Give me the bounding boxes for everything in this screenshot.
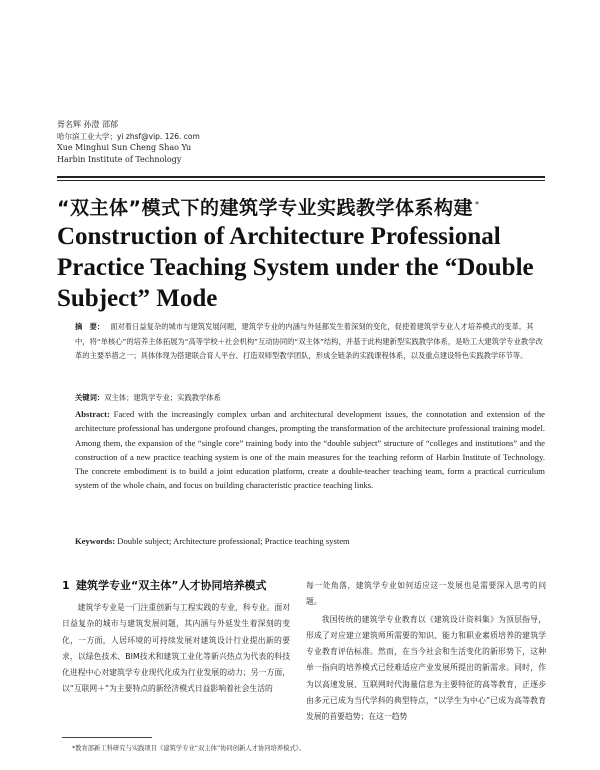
keywords-chinese-label: 关键词： [75,393,105,402]
title-chinese [57,193,577,220]
body-column-right [306,578,546,726]
author-institution-en: Harbin Institute of Technology [57,154,182,164]
author-names-en: Xue Minghui Sun Cheng Shao Yu [57,143,192,152]
abstract-chinese [75,320,545,364]
keywords-english-label: Keywords: [75,536,116,546]
abstract-chinese-text: 面对着日益复杂的城市与建筑发展问题，建筑学专业的内涵与外延都发生着深刻的变化，促使着建筑学专业人才培养模式的变革。其中，将“单核心”的培养主体拓展为“高等学校＋社会机构”互动协同的“双主体”结构，并基于此构建新型实践教学体系，是哈工大建筑学专业教学改革的主要举措之一；具体体现为搭建联合育人平台、打造双师型教学团队，形成全链条的实践课程体系，以及重点建设特色实践教学环节等。 [75,322,543,360]
keywords-chinese-text: 双主体；建筑学专业；实践教学体系 [104,393,221,402]
section-1-paragraph: 建筑学专业是一门注重创新与工程实践的专业，科专业。面对日益复杂的城市与建筑发展问题，其内涵与外延发生着深刻的变化，一方面，人居环境的可持续发展对建筑设计行业提出新的要求，以绿色技术、BIM技术和建筑工业化等新兴热点为代表的科技化进程中心对建筑学专业现代化成为行业发展的动力；另一方面，以“互联网＋”为主要特点的新经济模式日益影响着社会生活的 [62,603,290,694]
section-1-title: 建筑学专业“双主体”人才协同培养模式 [76,579,267,592]
keywords-english-text: Double subject; Architecture professional; Practice teaching system [117,536,350,546]
section-1-heading [62,578,290,594]
header-rule-thick [57,176,545,178]
header-rule-thin [57,180,545,181]
abstract-english [75,407,545,493]
abstract-english-label: Abstract: [75,409,110,419]
abstract-chinese-label: 摘 要： [75,322,105,331]
section-1-number: 1 [62,579,70,592]
author-affiliation-email: 哈尔滨工业大学；yi zhsf@vip. 126. com [57,131,200,141]
footnote: *教育部新工科研究与实践项目《建筑学专业“双主体”协同创新人才协同培养模式》。 [72,745,306,752]
title-english: Construction of Architecture Professional Practice Teaching System under the “Double Subject” Mode [57,223,534,312]
right-column-paragraph: 我国传统的建筑学专业教育以《建筑设计资料集》为顶层指导，形成了对应建立建筑师所需要的知识、能力和职业素质培养的建筑学专业教育评估标准。然而，在当今社会和生活变化的新形势下，这种单一指向的培养模式已经难适应产业发展所提出的新需求。同时，作为以高速发展、互联网时代海量信息为主要特征的高等教育，正逐步由多元已成为当代学科的典型特点，“以学生为中心”已成为高等教育发展的首要趋势；在这一趋势 [306,614,546,722]
author-names-cn: 胥名辉 孙澄 邵郁 [57,120,119,129]
title-footnote-mark: * [474,199,480,209]
author-block [57,119,577,165]
keywords-english [75,536,545,546]
right-column-continuation: 每一处角落，建筑学专业如何适应这一发展也是需要深入思考的问题。 [306,581,546,607]
title-chinese-text: “双主体”模式下的建筑学专业实践教学体系构建 [57,197,473,219]
footnote-rule [62,737,152,738]
body-column-left [62,578,290,698]
abstract-english-text: Faced with the increasingly complex urban and architectural development issues, the connotation and extension of the architecture professional has undergone profound changes, prompting the transformation of the architecture professional training model. Among them, the expansion of the “single core” training body into the “double subject” structure of “colleges and institutions” and the construction of a new practice teaching system is one of the main measures for the teaching reform of Harbin Institute of Technology. The concrete embodiment is to build a joint education platform, create a double-teacher teaching team, form a practical curriculum system of the whole chain, and focus on building characteristic practice teaching links. [75,409,545,491]
keywords-chinese [75,393,545,403]
